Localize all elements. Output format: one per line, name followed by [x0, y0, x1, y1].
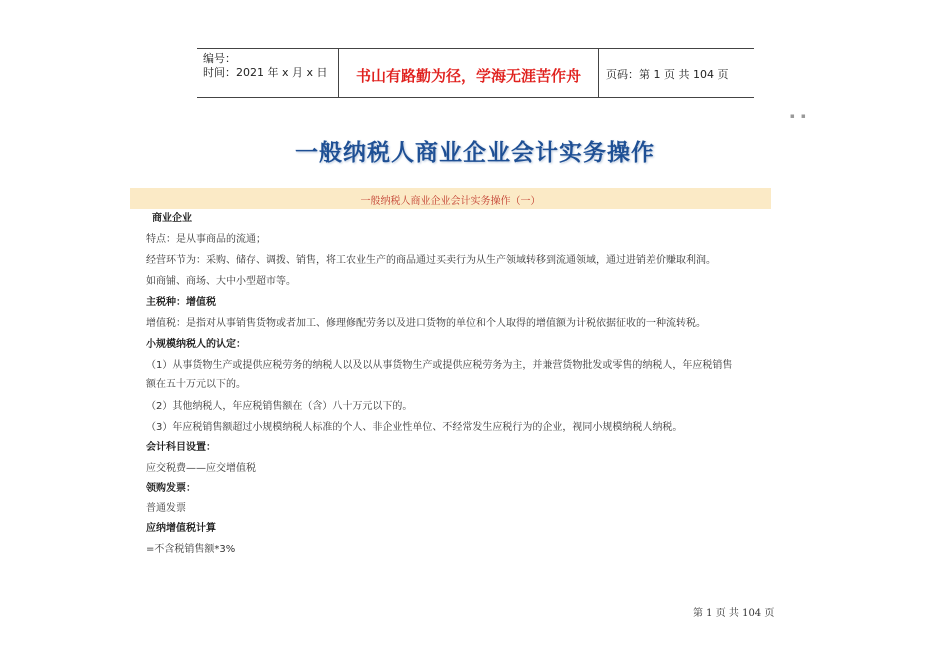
motto: 书山有路勤为径，学海无涯苦作舟 — [355, 67, 581, 85]
paragraph-business-steps: 经营环节为：采购、储存、调拨、销售，将工农业生产的商品通过买卖行为从生产领域转移到流通领域，通过进销差价赚取利润。 — [146, 255, 716, 266]
header-meta-cell — [197, 49, 338, 97]
paragraph-rule-3: （3）年应税销售额超过小规模纳税人标准的个人、非企业性单位、不经常发生应税行为的企业，视同小规模纳税人纳税。 — [146, 422, 683, 433]
corner-mark: ▪ ▪ — [790, 112, 808, 120]
paragraph-examples: 如商铺、商场、大中小型超市等。 — [146, 276, 296, 287]
header-page-cell — [598, 49, 754, 97]
paragraph-vat-formula: =不含税销售额*3% — [146, 544, 236, 555]
paragraph-vat-definition: 增值税：是指对从事销售货物或者加工、修理修配劳务以及进口货物的单位和个人取得的增值额为计税依据征收的一种流转税。 — [146, 318, 706, 329]
heading-small-scale: 小规模纳税人的认定： — [146, 339, 246, 350]
header-motto-cell — [338, 49, 599, 97]
paragraph-invoice-type: 普通发票 — [146, 503, 186, 514]
heading-commercial-enterprise: 商业企业 — [152, 213, 192, 224]
heading-main-tax: 主税种：增值税 — [146, 297, 216, 308]
heading-vat-calculation: 应纳增值税计算 — [146, 523, 216, 534]
section-title: 一般纳税人商业企业会计实务操作（一） — [360, 196, 541, 207]
section-heading-bar — [130, 188, 771, 209]
time-label: 时间：2021 年 x 月 x 日 — [203, 66, 328, 79]
heading-invoices: 领购发票： — [146, 483, 196, 494]
page-info: 页码：第 1 页 共 104 页 — [606, 68, 729, 81]
document-header — [197, 48, 754, 98]
paragraph-account-item: 应交税费——应交增值税 — [146, 463, 256, 474]
paragraph-rule-1-line-1: （1）从事货物生产或提供应税劳务的纳税人以及以从事货物生产或提供应税劳务为主，并兼营货物批发或零售的纳税人，年应税销售 — [146, 360, 733, 371]
page-footer: 第 1 页 共 104 页 — [693, 608, 775, 619]
page-title: 一般纳税人商业企业会计实务操作 — [295, 139, 655, 166]
paragraph-characteristics: 特点：是从事商品的流通； — [146, 234, 266, 245]
paragraph-rule-1-line-2: 额在五十万元以下的。 — [146, 379, 246, 390]
number-label: 编号： — [203, 52, 236, 65]
paragraph-rule-2: （2）其他纳税人，年应税销售额在（含）八十万元以下的。 — [146, 401, 413, 412]
heading-accounts: 会计科目设置： — [146, 442, 216, 453]
